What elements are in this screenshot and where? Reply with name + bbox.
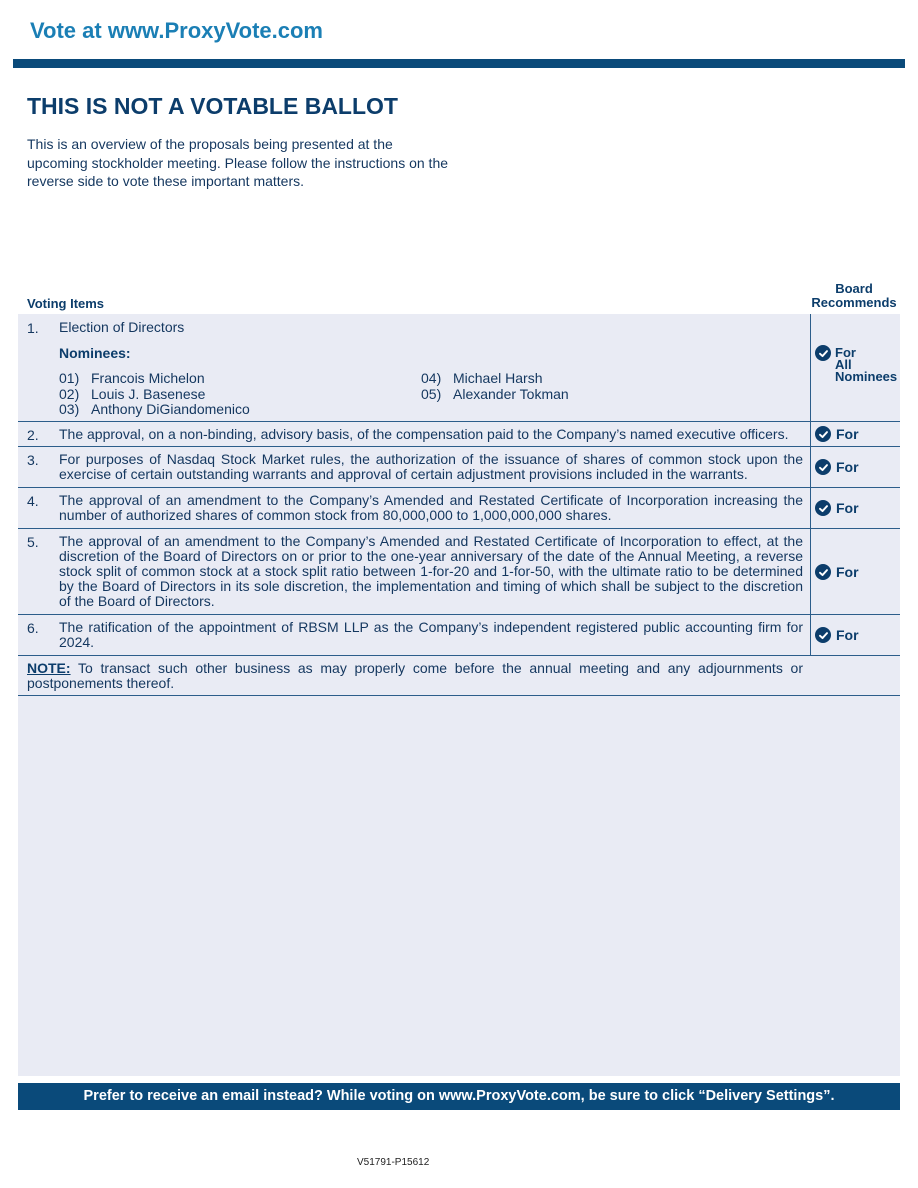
document-code: V51791-P15612 (357, 1157, 430, 1168)
page-title: THIS IS NOT A VOTABLE BALLOT (27, 93, 398, 119)
item-text: The approval of an amendment to the Company’s Amended and Restated Certificate of Incorporation increasing the number of authorized shares of common stock from 80,000,000 to 1,000,000,000 shares. (59, 492, 803, 523)
item-text: Election of Directors (59, 319, 185, 335)
email-delivery-banner: Prefer to receive an email instead? While voting on www.ProxyVote.com, be sure to click “Delivery Settings”. (18, 1083, 900, 1110)
intro-text: This is an overview of the proposals being presented at the upcoming stockholder meeting. Please follow the instructions on the reverse side to vote these important matters. (27, 136, 449, 189)
checkmark-icon (815, 459, 831, 475)
recommendation: For (815, 627, 859, 643)
recommendation: For (815, 426, 859, 442)
item-text: The ratification of the appointment of RBSM LLP as the Company’s independent registered public accounting firm for 2024. (59, 619, 803, 650)
voting-item-3 (18, 447, 900, 488)
board-recommends-header (806, 282, 902, 310)
item-text: The approval, on a non-binding, advisory basis, of the compensation paid to the Company’s named executive officers. (59, 426, 789, 442)
nominee-02: 02) Louis J. Basenese (59, 386, 206, 402)
checkmark-icon (815, 627, 831, 643)
item-number: 3. (27, 452, 39, 468)
board-recommends-line1: Board (835, 281, 873, 296)
nominees-label: Nominees: (59, 345, 131, 361)
nominee-05: 05) Alexander Tokman (421, 386, 569, 402)
item-number: 6. (27, 620, 39, 636)
note-row (18, 656, 900, 696)
voting-item-6 (18, 615, 900, 656)
checkmark-icon (815, 426, 831, 442)
voting-items-panel (18, 314, 900, 1076)
item-number: 5. (27, 534, 39, 550)
checkmark-icon (815, 500, 831, 516)
checkmark-icon (815, 345, 831, 361)
recommendation: For All Nominees (815, 345, 897, 383)
voting-item-5 (18, 529, 900, 615)
nominee-03: 03) Anthony DiGiandomenico (59, 401, 250, 417)
voting-item-4 (18, 488, 900, 529)
item-number: 4. (27, 493, 39, 509)
recommendation: For (815, 500, 859, 516)
voting-item-2 (18, 422, 900, 447)
checkmark-icon (815, 564, 831, 580)
recommendation: For (815, 564, 859, 580)
header-rule (13, 59, 905, 68)
nominee-04: 04) Michael Harsh (421, 370, 543, 386)
nominee-01: 01) Francois Michelon (59, 370, 205, 386)
item-number: 2. (27, 427, 39, 443)
board-recommends-line2: Recommends (811, 295, 897, 310)
item-text: The approval of an amendment to the Company’s Amended and Restated Certificate of Incorporation to effect, at the discretion of the Board of Directors on or prior to the one-year anniversary of the date of the Annual Meeting, a reverse stock split of common stock at a stock split ratio between 1-for-20 and 1-for-50, with the ultimate ratio to be determined by the Board of Directors in its sole discretion, the implementation and timing of which shall be subject to the discretion of the Board of Directors. (59, 533, 803, 609)
voting-items-header: Voting Items (27, 296, 105, 311)
note-text: NOTE: To transact such other business as may properly come before the annual meeting and any adjournments or postponements thereof. (27, 660, 803, 691)
item-number: 1. (27, 320, 39, 336)
note-label: NOTE: (27, 660, 71, 676)
item-text: For purposes of Nasdaq Stock Market rules, the authorization of the issuance of shares of common stock upon the exercise of certain outstanding warrants and approval of certain adjustment provisions included in the warrants. (59, 451, 803, 482)
voting-item-1 (18, 314, 900, 422)
recommendation: For (815, 459, 859, 475)
proxyvote-link[interactable]: Vote at www.ProxyVote.com (30, 18, 323, 43)
